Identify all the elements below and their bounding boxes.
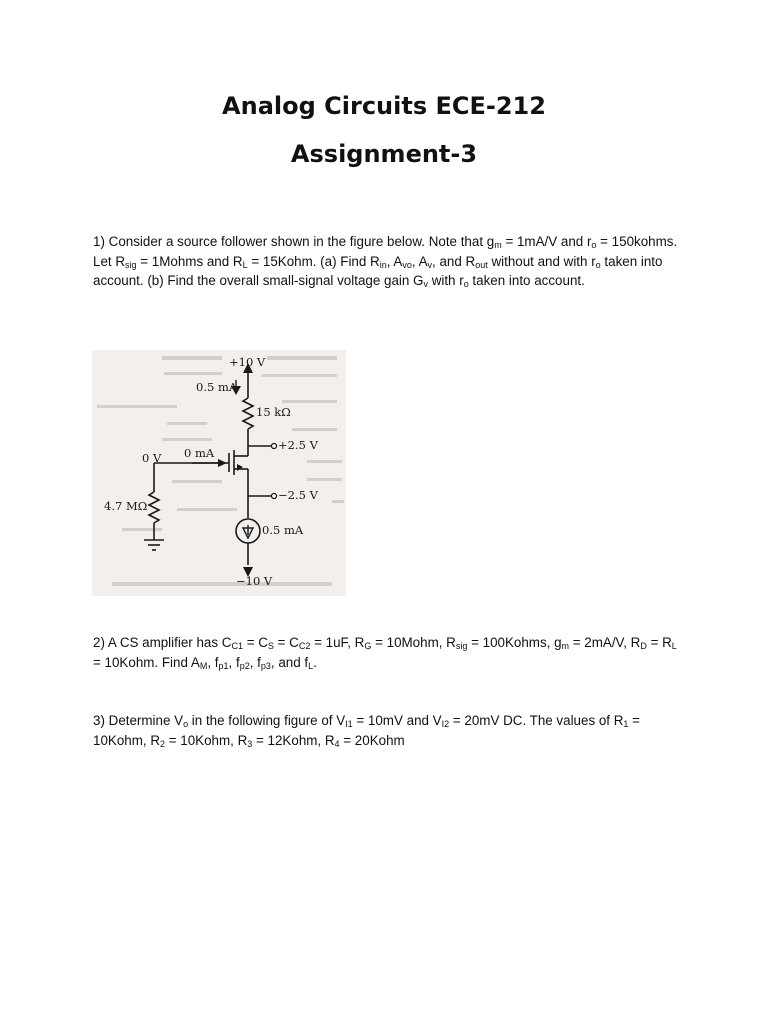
question-text: = R — [646, 635, 672, 650]
subscript: 1 — [623, 719, 629, 729]
drain-current-label: 0.5 mA — [196, 380, 238, 394]
subscript: p1 — [218, 660, 229, 671]
subscript: m — [494, 240, 502, 250]
subscript: out — [475, 259, 488, 270]
question-text: , A — [386, 253, 403, 269]
document-title: Analog Circuits ECE-212 — [222, 92, 546, 120]
question-text: = 1uF, R — [310, 635, 365, 650]
question-3 — [93, 711, 683, 750]
subscript: p3 — [260, 660, 271, 671]
subscript: p2 — [239, 660, 250, 671]
question-text: = 1mA/V and r — [501, 234, 592, 249]
question-text: , and R — [432, 253, 476, 269]
question-text: taken into account. — [468, 273, 585, 288]
question-1 — [93, 232, 683, 291]
question-text: , A — [411, 253, 428, 269]
subscript: m — [561, 641, 570, 651]
question-number: 2) — [93, 635, 105, 650]
subscript: o — [595, 259, 601, 270]
question-text: = 20mV DC. The values of R — [449, 713, 624, 728]
subscript: v — [427, 259, 433, 270]
question-text: = 10Kohm, R — [93, 713, 640, 748]
subscript: v — [423, 279, 428, 289]
subscript: in — [379, 259, 387, 270]
subscript: C2 — [298, 641, 311, 651]
subscript: L — [671, 641, 677, 651]
vdd-label: +10 V — [229, 355, 266, 369]
drain-voltage-label: +2.5 V — [278, 438, 318, 452]
question-text: , f — [228, 654, 240, 670]
question-2 — [93, 633, 683, 672]
question-text: = 10Kohm. Find A — [93, 654, 200, 670]
question-number: 3) — [93, 713, 105, 728]
subscript: I2 — [441, 719, 450, 729]
subscript: L — [308, 660, 314, 671]
question-text: , f — [249, 654, 261, 670]
source-voltage-label: −2.5 V — [278, 488, 318, 502]
question-text: with r — [427, 273, 464, 288]
gate-current-label: 0 mA — [184, 446, 215, 460]
question-text: = C — [242, 635, 268, 650]
subscript: o — [591, 240, 597, 250]
question-text: = 100Kohms, g — [467, 635, 562, 650]
question-text: = 10Mohm, R — [371, 635, 456, 650]
question-text: = 10Kohm, R — [165, 732, 248, 748]
question-text: = 2mA/V, R — [569, 635, 641, 650]
assignment-subtitle: Assignment-3 — [290, 140, 478, 168]
question-number: 1) — [93, 234, 105, 249]
question-text: without and with r — [487, 253, 596, 269]
question-text: = 12Kohm, R — [252, 732, 335, 748]
question-text: = 20Kohm — [339, 732, 405, 748]
question-text: Consider a source follower shown in the figure below. Note that g — [104, 234, 495, 249]
drain-terminal — [272, 444, 277, 449]
question-text: = C — [273, 635, 299, 650]
subscript: D — [640, 641, 647, 651]
gate-voltage-label: 0 V — [142, 451, 162, 465]
drain-resistor-label: 15 kΩ — [256, 405, 291, 419]
subscript: G — [364, 641, 372, 651]
subscript: vo — [402, 259, 412, 270]
source-follower-circuit-figure — [92, 350, 346, 596]
subscript: S — [267, 641, 274, 651]
question-text: = 150kohms. Let R — [93, 234, 678, 269]
source-terminal — [272, 494, 277, 499]
question-text: taken into account. (b) Find the overall small-signal voltage gain G — [93, 253, 663, 288]
gate-resistor-label: 4.7 MΩ — [104, 499, 148, 513]
subscript: 4 — [334, 738, 340, 749]
subscript: 3 — [247, 738, 253, 749]
subscript: C1 — [231, 641, 243, 651]
subscript: L — [242, 259, 248, 270]
subscript: o — [183, 719, 189, 729]
subscript: o — [463, 279, 469, 289]
current-source-label: 0.5 mA — [262, 523, 304, 537]
question-text: = 15Kohm. (a) Find R — [247, 253, 380, 269]
subscript: sig — [455, 641, 468, 651]
question-text: , and f — [270, 654, 309, 670]
question-text: in the following figure of V — [188, 713, 346, 728]
question-text: , f — [207, 654, 219, 670]
question-text: = 10mV and V — [352, 713, 442, 728]
question-text: . — [313, 654, 317, 670]
question-text: = 1Mohms and R — [136, 253, 243, 269]
subscript: M — [199, 660, 208, 671]
subscript: I1 — [345, 719, 353, 729]
question-text: A CS amplifier has C — [104, 635, 232, 650]
subscript: sig — [125, 259, 137, 270]
vss-label: −10 V — [236, 574, 273, 588]
question-text: Determine V — [104, 713, 184, 728]
subscript: 2 — [160, 738, 166, 749]
